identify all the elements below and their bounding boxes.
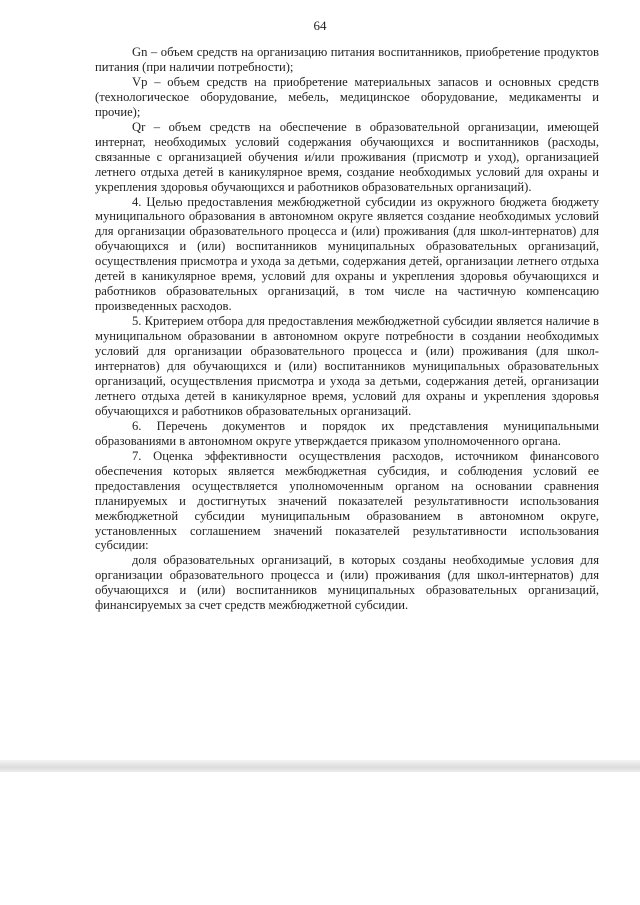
paragraph-vp: Vp – объем средств на приобретение материальных запасов и основных средств (технологическое оборудование, мебель, медицинское оборудование, медикаменты и прочие);: [95, 74, 599, 119]
paragraph-indicator: доля образовательных организаций, в которых созданы необходимые условия для организации образовательного процесса и (или) проживания (для школ-интернатов) для обучающихся и (или) воспитанников муниципальных образовательных организаций, финансируемых за счет средств межбюджетной субсидии.: [95, 553, 599, 613]
paragraph-item-7: 7. Оценка эффективности осуществления расходов, источником финансового обеспечения которых является межбюджетная субсидия, и соблюдения условий ее предоставления осуществляется уполномоченным органом на основании сравнения планируемых и достигнутых значений показателей результативности использования межбюджетной субсидии муниципальным образованием в автономном округе, установленных соглашением значений показателей результативности использования субсидии:: [95, 448, 599, 553]
paragraph-item-6: 6. Перечень документов и порядок их представления муниципальными образованиями в автономном округе утверждается приказом уполномоченного органа.: [95, 418, 599, 448]
paragraph-gn: Gn – объем средств на организацию питания воспитанников, приобретение продуктов питания (при наличии потребности);: [95, 45, 599, 74]
blank-area: [0, 772, 640, 905]
document-body: [95, 45, 599, 613]
paragraph-item-5: 5. Критерием отбора для предоставления межбюджетной субсидии является наличие в муниципальном образовании в автономном округе потребности в создании необходимых условий для организации образовательного процесса и (или) проживания (для школ-интернатов) для обучающихся и (или) воспитанников муниципальных образовательных организаций, осуществления присмотра и ухода за детьми, содержания детей, организации летнего отдыха детей в каникулярное время, условий для охраны и укрепления здоровья обучающихся и работников образовательных организаций.: [95, 314, 599, 418]
page-bottom-edge: [0, 760, 640, 772]
paragraph-qr: Qr – объем средств на обеспечение в образовательной организации, имеющей интернат, необходимых условий содержания обучающихся и воспитанников (расходы, связанные с организацией обучения и/или проживания (присмотр и уход), организацией летнего отдыха детей в каникулярное время, создание необходимых условий для охраны и укрепления здоровья обучающихся и работников образовательных организаций).: [95, 119, 599, 194]
paragraph-item-4: 4. Целью предоставления межбюджетной субсидии из окружного бюджета бюджету муниципального образования в автономном округе является создание необходимых условий для организации образовательного процесса и (или) проживания (для школ-интернатов) для обучающихся и (или) воспитанников муниципальных образовательных организаций, осуществления присмотра и ухода за детьми, содержания детей, организации летнего отдыха детей в каникулярное время, условий для охраны и укрепления здоровья обучающихся и работников образовательных организаций, в том числе на частичную компенсацию произведенных расходов.: [95, 194, 599, 314]
page-number: 64: [313, 18, 327, 33]
